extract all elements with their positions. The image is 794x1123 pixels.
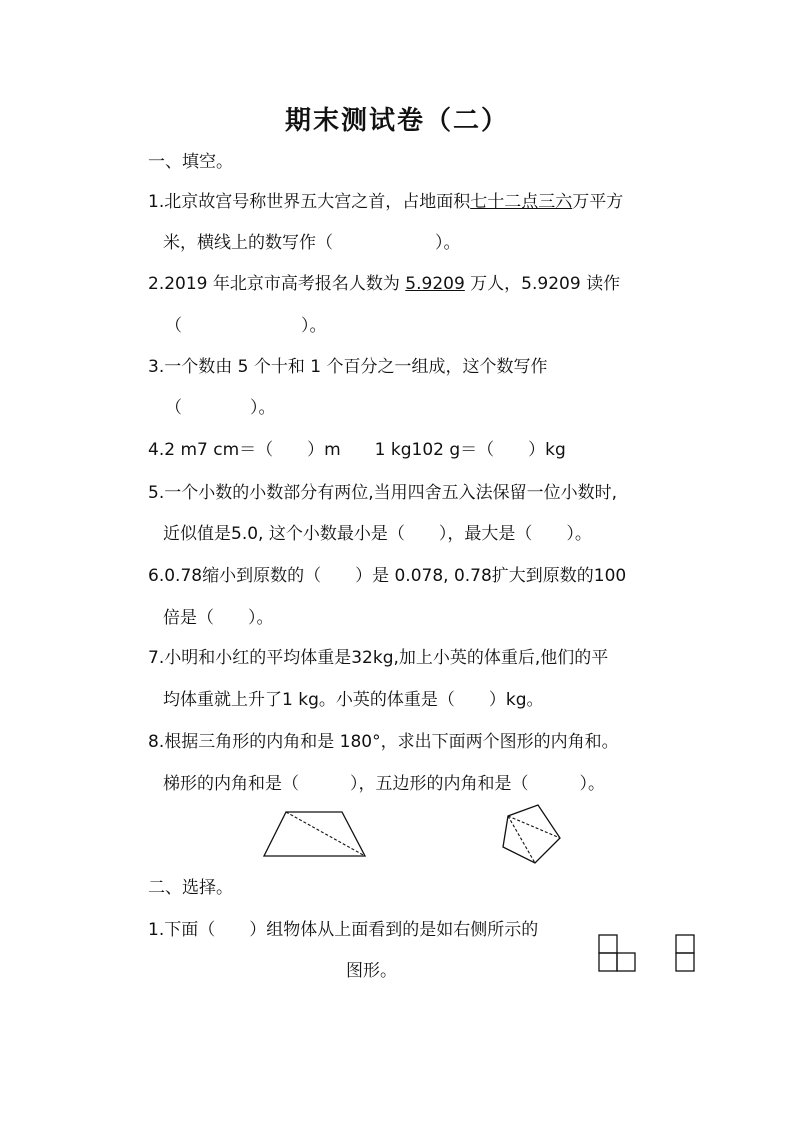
question-7-line-2: 均体重就上升了1 kg。小英的体重是（ ）kg。 — [163, 690, 544, 710]
trapezoid-outline — [264, 812, 365, 856]
choice-question-1-line-1: 1.下面（ ）组物体从上面看到的是如右侧所示的 — [148, 920, 539, 940]
question-2-text-a: 2.2019 年北京市高考报名人数为 — [148, 274, 406, 294]
question-1-line-1 — [148, 190, 623, 214]
question-6-line-2: 倍是（ ）。 — [163, 608, 274, 628]
question-1-line-2: 米，横线上的数写作（ ）。 — [163, 233, 461, 253]
question-3-line-1: 3.一个数由 5 个十和 1 个百分之一组成，这个数写作 — [148, 357, 548, 377]
question-6-line-1: 6.0.78缩小到原数的（ ）是 0.078, 0.78扩大到原数的100 — [148, 566, 627, 586]
question-2-line-1 — [148, 272, 620, 296]
question-8-line-1: 8.根据三角形的内角和是 180°，求出下面两个图形的内角和。 — [148, 732, 619, 752]
question-1-underlined-number: 七十二点三六 — [470, 192, 573, 212]
trapezoid-figure — [262, 810, 368, 860]
question-1-text-b: 万平方 — [572, 192, 624, 212]
question-5-line-1: 5.一个小数的小数部分有两位,当用四舍五入法保留一位小数时, — [148, 483, 618, 503]
choice-question-1-line-2: 图形。 — [346, 961, 397, 981]
question-3-line-2: （ ）。 — [165, 398, 276, 418]
top-view-shape-2 — [675, 934, 697, 972]
question-1-text-a: 1.北京故宫号称世界五大宫之首，占地面积 — [148, 192, 471, 212]
question-2-text-b: 万人，5.9209 读作 — [464, 274, 621, 294]
page-title: 期末测试卷（二） — [284, 106, 509, 136]
top-view-shape-1 — [598, 934, 638, 972]
question-8-line-2: 梯形的内角和是（ ），五边形的内角和是（ ）。 — [163, 774, 605, 794]
question-2-underlined-number: 5.9209 — [405, 274, 465, 294]
question-7-line-1: 7.小明和小红的平均体重是32kg,加上小英的体重后,他们的平 — [148, 648, 609, 668]
section-choice-heading: 二、选择。 — [148, 878, 233, 898]
question-5-line-2: 近似值是5.0, 这个小数最小是（ ），最大是（ ）。 — [163, 524, 592, 544]
question-2-line-2: （ ）。 — [165, 316, 327, 336]
section-fill-blank-heading: 一、填空。 — [148, 152, 233, 172]
pentagon-figure — [500, 803, 564, 865]
question-4: 4.2 m7 cm＝（ ）m 1 kg102 g＝（ ）kg — [148, 440, 566, 460]
